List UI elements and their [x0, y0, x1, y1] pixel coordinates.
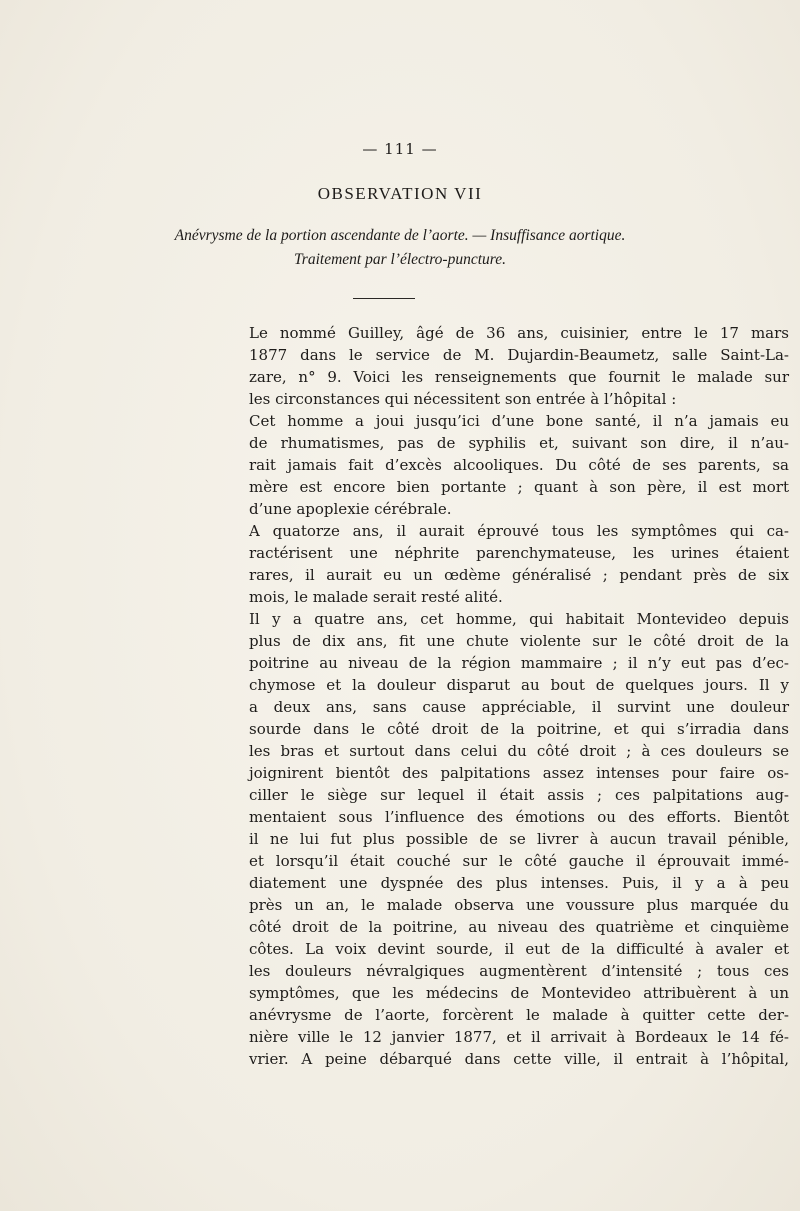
paragraph-3	[249, 520, 789, 608]
text-line: Cet homme a joui jusqu’ici d’une bone santé, il n’a jamais eu	[249, 412, 789, 430]
text-line: vrier. A peine débarqué dans cette ville, il entrait à l’hôpital,	[249, 1050, 789, 1068]
observation-heading: OBSERVATION VII	[317, 184, 483, 203]
text-line: il ne lui fut plus possible de se livrer à aucun travail pénible,	[249, 830, 789, 848]
text-line: côtes. La voix devint sourde, il eut de la difficulté à avaler et	[249, 940, 789, 958]
text-line: rait jamais fait d’excès alcooliques. Du côté de ses parents, sa	[249, 456, 789, 474]
text-line: symptômes, que les médecins de Montevideo attribuèrent à un	[249, 984, 789, 1002]
text-line: ractérisent une néphrite parenchymateuse, les urines étaient	[249, 544, 789, 562]
text-line: joignirent bientôt des palpitations assez intenses pour faire os-	[249, 764, 789, 782]
text-line: mois, le malade serait resté alité.	[249, 588, 503, 606]
subtitle-line-1: Anévrysme de la portion ascendante de l’aorte. — Insuffisance aortique.	[174, 227, 626, 244]
text-line: plus de dix ans, fit une chute violente sur le côté droit de la	[249, 632, 789, 650]
text-line: Le nommé Guilley, âgé de 36 ans, cuisinier, entre le 17 mars	[249, 324, 789, 342]
text-line: Il y a quatre ans, cet homme, qui habitait Montevideo depuis	[249, 610, 789, 628]
text-line: anévrysme de l’aorte, forcèrent le malade à quitter cette der-	[249, 1006, 789, 1024]
text-line: ciller le siège sur lequel il était assis ; ces palpitations aug-	[249, 786, 789, 804]
separator-rule	[353, 298, 415, 299]
text-line: mère est encore bien portante ; quant à son père, il est mort	[249, 478, 789, 496]
text-line: près un an, le malade observa une voussure plus marquée du	[249, 896, 789, 914]
text-line: mentaient sous l’influence des émotions ou des efforts. Bientôt	[249, 808, 789, 826]
paragraph-4	[249, 608, 789, 1070]
text-line: rares, il aurait eu un œdème généralisé ; pendant près de six	[249, 566, 789, 584]
text-line: les bras et surtout dans celui du côté droit ; à ces douleurs se	[249, 742, 789, 760]
text-line: zare, n° 9. Voici les renseignements que fournit le malade sur	[249, 368, 789, 386]
text-line: A quatorze ans, il aurait éprouvé tous les symptômes qui ca-	[249, 522, 789, 540]
text-line: de rhumatismes, pas de syphilis et, suivant son dire, il n’au-	[249, 434, 789, 452]
paragraph-2	[249, 410, 789, 520]
text-line: les douleurs névralgiques augmentèrent d’intensité ; tous ces	[249, 962, 789, 980]
paragraph-1	[249, 322, 789, 410]
text-line: sourde dans le côté droit de la poitrine, et qui s’irradia dans	[249, 720, 789, 738]
page-number: — 111 —	[362, 140, 438, 158]
text-line: et lorsqu’il était couché sur le côté gauche il éprouvait immé-	[249, 852, 789, 870]
text-line: d’une apoplexie cérébrale.	[249, 500, 452, 518]
body-text	[249, 322, 789, 1070]
text-line: 1877 dans le service de M. Dujardin-Beaumetz, salle Saint-La-	[249, 346, 789, 364]
text-line: les circonstances qui nécessitent son entrée à l’hôpital :	[249, 390, 677, 408]
text-line: chymose et la douleur disparut au bout de quelques jours. Il y	[249, 676, 789, 694]
text-line: a deux ans, sans cause appréciable, il survint une douleur	[249, 698, 789, 716]
text-line: diatement une dyspnée des plus intenses. Puis, il y a à peu	[249, 874, 789, 892]
text-line: côté droit de la poitrine, au niveau des quatrième et cinquième	[249, 918, 789, 936]
text-line: poitrine au niveau de la région mammaire ; il n’y eut pas d’ec-	[249, 654, 789, 672]
text-line: nière ville le 12 janvier 1877, et il arrivait à Bordeaux le 14 fé-	[249, 1028, 789, 1046]
subtitle-line-2: Traitement par l’électro-puncture.	[294, 251, 506, 268]
